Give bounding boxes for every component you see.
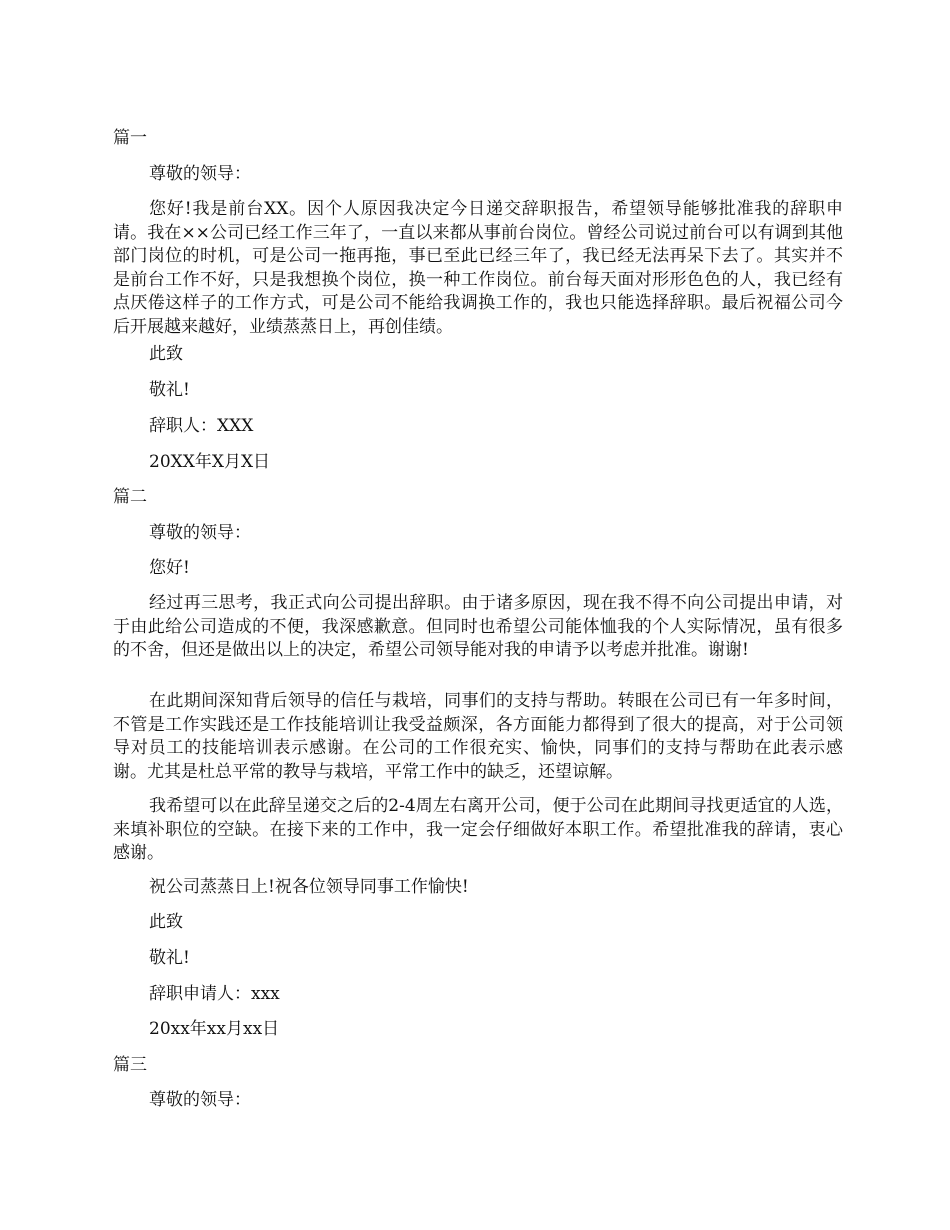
date: 20XX年X月X日 (149, 452, 271, 472)
body-paragraph: 经过再三思考，我正式向公司提出辞职。由于诸多原因，现在我不得不向公司提出申请，对于由此给公司造成的不便，我深感歉意。但同时也希望公司能体恤我的个人实际情况，虽有很多的不舍，但还是做出以上的决定，希望公司领导能对我的申请予以考虑并批准。谢谢! (113, 593, 843, 661)
body-paragraph: 在此期间深知背后领导的信任与栽培，同事们的支持与帮助。转眼在公司已有一年多时间，不管是工作实践还是工作技能培训让我受益颇深，各方面能力都得到了很大的提高，对于公司领导对员工的技能培训表示感谢。在公司的工作很充实、愉快，同事们的支持与帮助在此表示感谢。尤其是杜总平常的教导与栽培，平常工作中的缺乏，还望谅解。 (113, 691, 843, 782)
closing-line: 敬礼! (149, 948, 190, 968)
closing-line: 此致 (149, 912, 183, 932)
body-paragraph: 我希望可以在此辞呈递交之后的2-4周左右离开公司，便于公司在此期间寻找更适宜的人选，来填补职位的空缺。在接下来的工作中，我一定会仔细做好本职工作。希望批准我的辞请，衷心感谢。 (113, 796, 843, 864)
date: 20xx年xx月xx日 (149, 1019, 280, 1039)
closing-line: 敬礼! (149, 380, 190, 400)
section-heading: 篇一 (113, 128, 147, 148)
wish-line: 祝公司蒸蒸日上!祝各位领导同事工作愉快! (149, 877, 469, 897)
greeting: 您好! (149, 558, 190, 578)
section-heading: 篇三 (113, 1055, 147, 1075)
signature: 辞职人：XXX (149, 416, 254, 436)
section-heading: 篇二 (113, 487, 147, 507)
salutation: 尊敬的领导： (149, 1090, 251, 1110)
signature: 辞职申请人：xxx (149, 984, 280, 1004)
body-paragraph: 您好!我是前台XX。因个人原因我决定今日递交辞职报告，希望领导能够批准我的辞职申请。我在××公司已经工作三年了，一直以来都从事前台岗位。曾经公司说过前台可以有调到其他部门岗位的时机，可是公司一拖再拖，事已至此已经三年了，我已经无法再呆下去了。其实并不是前台工作不好，只是我想换个岗位，换一种工作岗位。前台每天面对形形色色的人，我已经有点厌倦这样子的工作方式，可是公司不能给我调换工作的，我也只能选择辞职。最后祝福公司今后开展越来越好，业绩蒸蒸日上，再创佳绩。 (113, 199, 843, 337)
salutation: 尊敬的领导： (149, 164, 251, 184)
closing-line: 此致 (149, 344, 183, 364)
salutation: 尊敬的领导： (149, 523, 251, 543)
